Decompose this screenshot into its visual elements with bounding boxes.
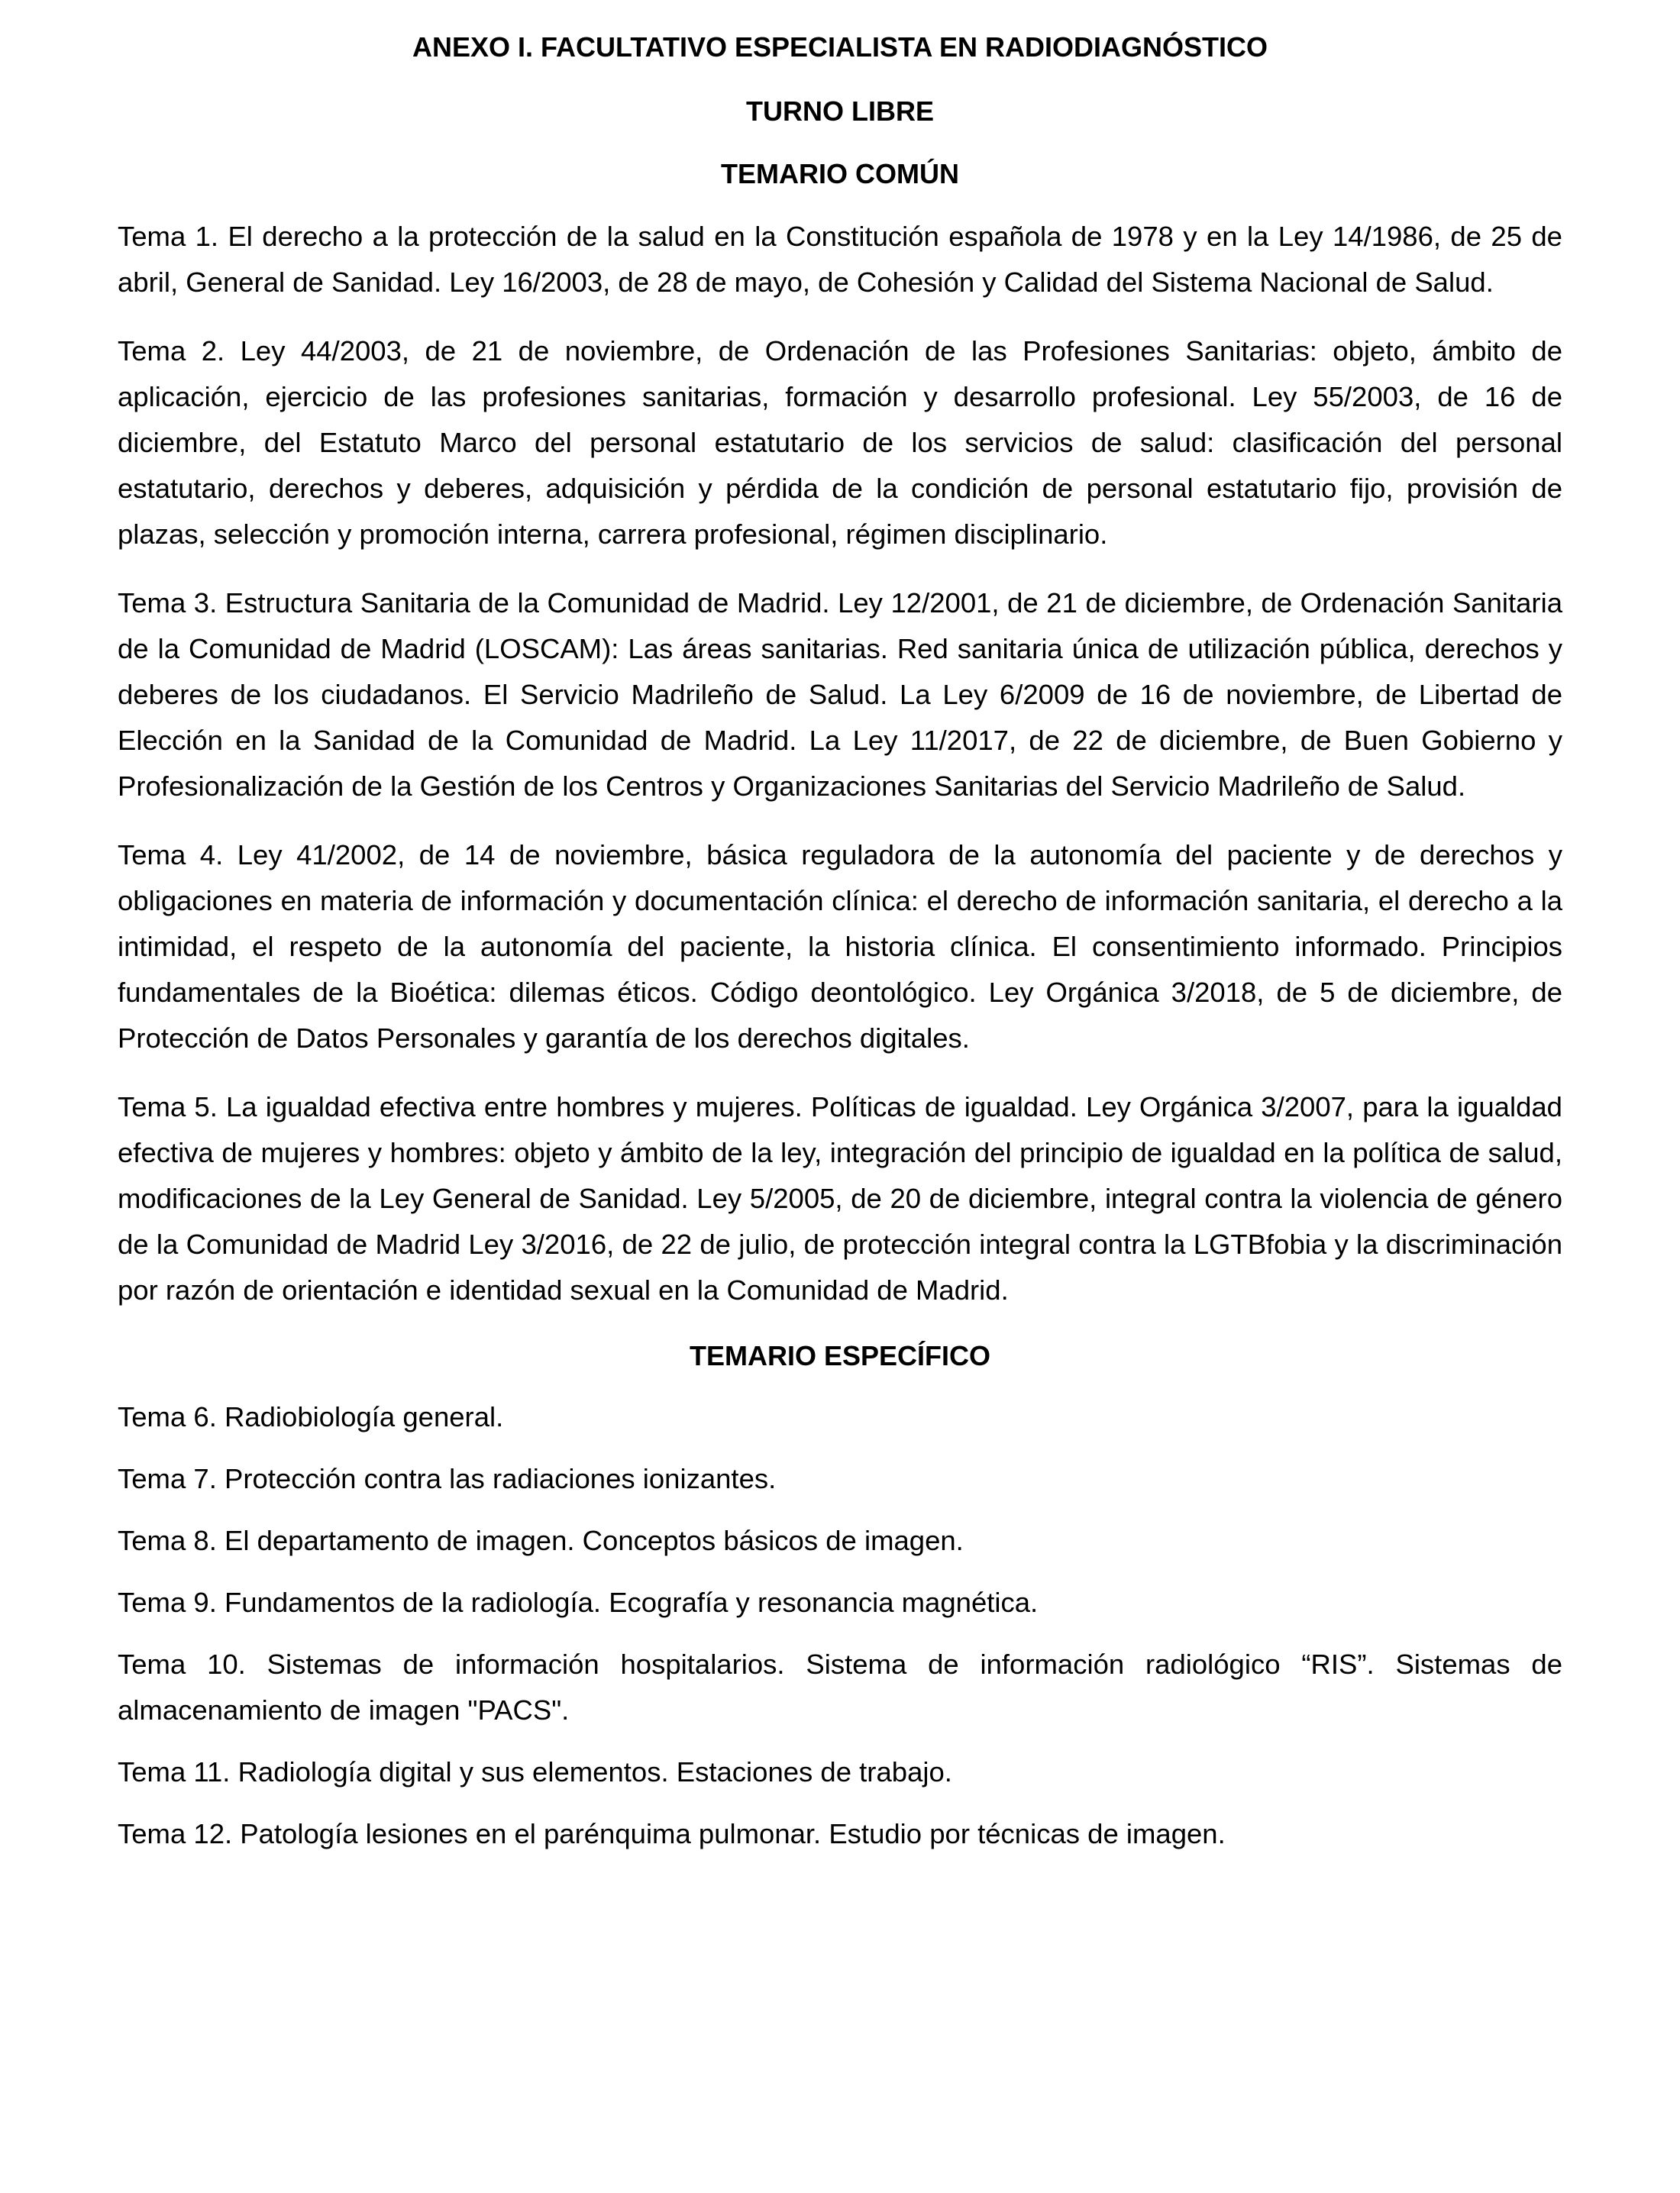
tema-2: Tema 2. Ley 44/2003, de 21 de noviembre, de Ordenación de las Profesiones Sanitarias: objeto, ámbito de aplicación, ejercicio de las profesiones sanitarias, formación y desarrollo profesional. Ley 55/2003, de 16 de diciembre, del Estatuto Marco del personal estatutario de los servicios de salud: clasificación del personal estatutario, derechos y deberes, adquisición y pérdida de la condición de personal estatutario fijo, provisión de plazas, selección y promoción interna, carrera profesional, régimen disciplinario.: [118, 335, 1562, 550]
temario-especifico-heading: TEMARIO ESPECÍFICO: [689, 1340, 991, 1371]
annex-title: ANEXO I. FACULTATIVO ESPECIALISTA EN RADIODIAGNÓSTICO: [412, 31, 1268, 63]
turno-heading: TURNO LIBRE: [746, 95, 934, 127]
tema-5: Tema 5. La igualdad efectiva entre hombres y mujeres. Políticas de igualdad. Ley Orgánica 3/2007, para la igualdad efectiva de mujeres y hombres: objeto y ámbito de la ley, integración del principio de igualdad en la política de salud, modificaciones de la Ley General de Sanidad. Ley 5/2005, de 20 de diciembre, integral contra la violencia de género de la Comunidad de Madrid Ley 3/2016, de 22 de julio, de protección integral contra la LGTBfobia y la discriminación por razón de orientación e identidad sexual en la Comunidad de Madrid.: [118, 1091, 1562, 1306]
tema-8: Tema 8. El departamento de imagen. Conceptos básicos de imagen.: [118, 1525, 964, 1556]
temario-comun-heading: TEMARIO COMÚN: [721, 158, 959, 189]
tema-4: Tema 4. Ley 41/2002, de 14 de noviembre, básica reguladora de la autonomía del paciente y de derechos y obligaciones en materia de información y documentación clínica: el derecho de información sanitaria, el derecho a la intimidad, el respeto de la autonomía del paciente, la historia clínica. El consentimiento informado. Principios fundamentales de la Bioética: dilemas éticos. Código deontológico. Ley Orgánica 3/2018, de 5 de diciembre, de Protección de Datos Personales y garantía de los derechos digitales.: [118, 839, 1562, 1054]
tema-9: Tema 9. Fundamentos de la radiología. Ecografía y resonancia magnética.: [118, 1587, 1039, 1618]
tema-7: Tema 7. Protección contra las radiaciones ionizantes.: [118, 1463, 777, 1494]
tema-1: Tema 1. El derecho a la protección de la salud en la Constitución española de 1978 y en la Ley 14/1986, de 25 de abril, General de Sanidad. Ley 16/2003, de 28 de mayo, de Cohesión y Calidad del Sistema Nacional de Salud.: [118, 221, 1562, 298]
tema-12: Tema 12. Patología lesiones en el parénquima pulmonar. Estudio por técnicas de imagen.: [118, 1818, 1226, 1849]
tema-11: Tema 11. Radiología digital y sus elementos. Estaciones de trabajo.: [118, 1756, 952, 1788]
tema-6: Tema 6. Radiobiología general.: [118, 1401, 504, 1432]
tema-10: Tema 10. Sistemas de información hospitalarios. Sistema de información radiológico “RIS”. Sistemas de almacenamiento de imagen "PACS".: [118, 1649, 1562, 1726]
document-page: [118, 29, 1562, 1873]
tema-3: Tema 3. Estructura Sanitaria de la Comunidad de Madrid. Ley 12/2001, de 21 de diciembre, de Ordenación Sanitaria de la Comunidad de Madrid (LOSCAM): Las áreas sanitarias. Red sanitaria única de utilización pública, derechos y deberes de los ciudadanos. El Servicio Madrileño de Salud. La Ley 6/2009 de 16 de noviembre, de Libertad de Elección en la Sanidad de la Comunidad de Madrid. La Ley 11/2017, de 22 de diciembre, de Buen Gobierno y Profesionalización de la Gestión de los Centros y Organizaciones Sanitarias del Servicio Madrileño de Salud.: [118, 587, 1562, 802]
